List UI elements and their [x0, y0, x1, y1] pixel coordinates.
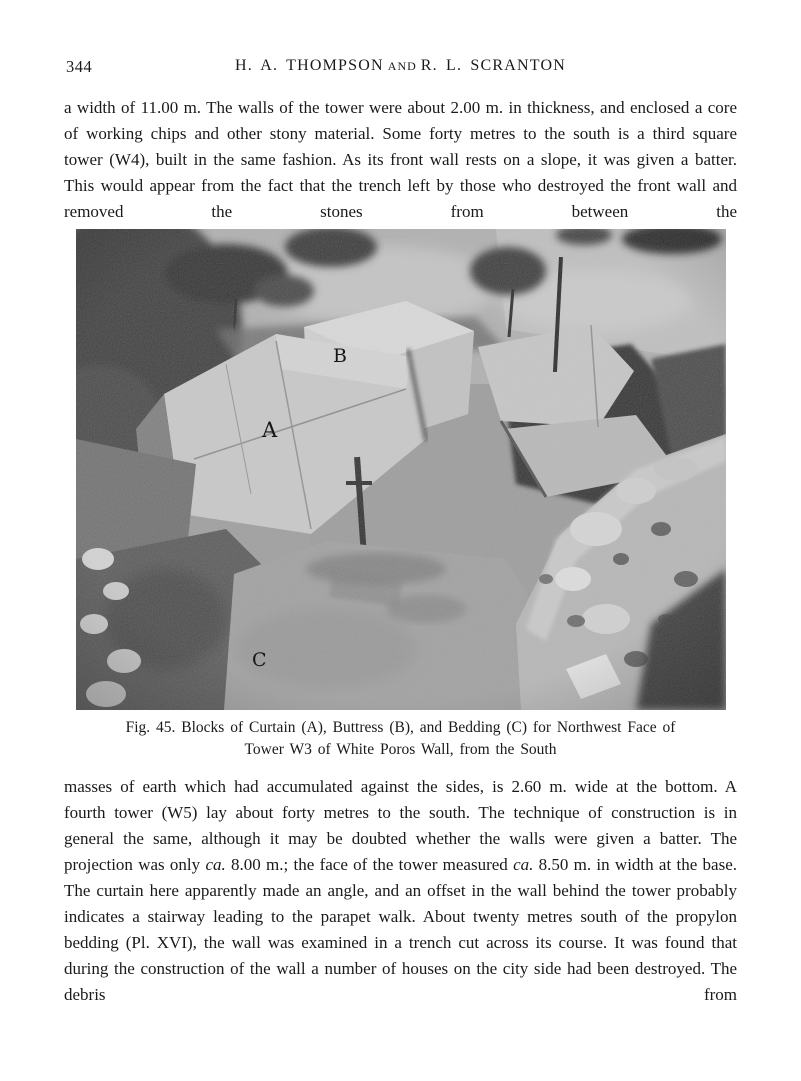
closing-paragraph-ca-1: ca. [205, 855, 226, 874]
block-label-b: B [332, 345, 347, 367]
running-head-title [64, 57, 737, 75]
excavation-photo-art [76, 229, 726, 710]
running-head-author-left: H. A. THOMPSON [235, 57, 384, 74]
closing-paragraph-seg3: 8.00 m.; the face of the tower measured [225, 855, 514, 874]
figure-caption-line2: Tower W3 of White Poros Wall, from the South [244, 741, 557, 758]
scanned-journal-page [0, 57, 801, 1081]
closing-paragraph-seg1: masses of earth which had accumulated against the sides, is 2.60 m. wide at the bottom. A fourth tower (W5) lay about forty metres to the south. The technique of construction is in general the same, although it may be doubted whether the walls were given a batter. The projection was only [64, 777, 737, 874]
running-head-conjunction: AND [387, 59, 417, 73]
closing-paragraph-seg5: 8.50 m. in width at the base. The curtain here apparently made an angle, and an offset in the wall behind the tower probably indicates a stairway leading to the parapet walk. About twenty metres south of the propylon bedding (Pl. XVI), the wall was examined in a trench cut across its course. It was found that during the construction of the wall a number of houses on the city side had been destroyed. The debris from [64, 855, 737, 1004]
running-head-author-right: R. L. SCRANTON [420, 57, 566, 74]
closing-paragraph [64, 774, 737, 1008]
figure-caption [76, 717, 726, 761]
closing-paragraph-ca-2: ca. [513, 855, 534, 874]
block-label-a: A [261, 418, 277, 442]
running-head [64, 57, 737, 76]
block-label-c: C [251, 649, 267, 671]
excavation-photo [76, 229, 726, 710]
figure-caption-line1: Fig. 45. Blocks of Curtain (A), Buttress (B), and Bedding (C) for Northwest Face of [125, 719, 676, 736]
intro-paragraph-text: a width of 11.00 m. The walls of the tower were about 2.00 m. in thickness, and enclosed a core of working chips and other stony material. Some forty metres to the south is a third square tower (W4), built in the same fashion. As its front wall rests on a slope, it was given a batter. This would appear from the fact that the trench left by those who destroyed the front wall and removed the stones from between the [64, 98, 737, 221]
intro-paragraph [64, 95, 737, 225]
figure-45 [76, 229, 726, 761]
page-number: 344 [66, 57, 93, 76]
